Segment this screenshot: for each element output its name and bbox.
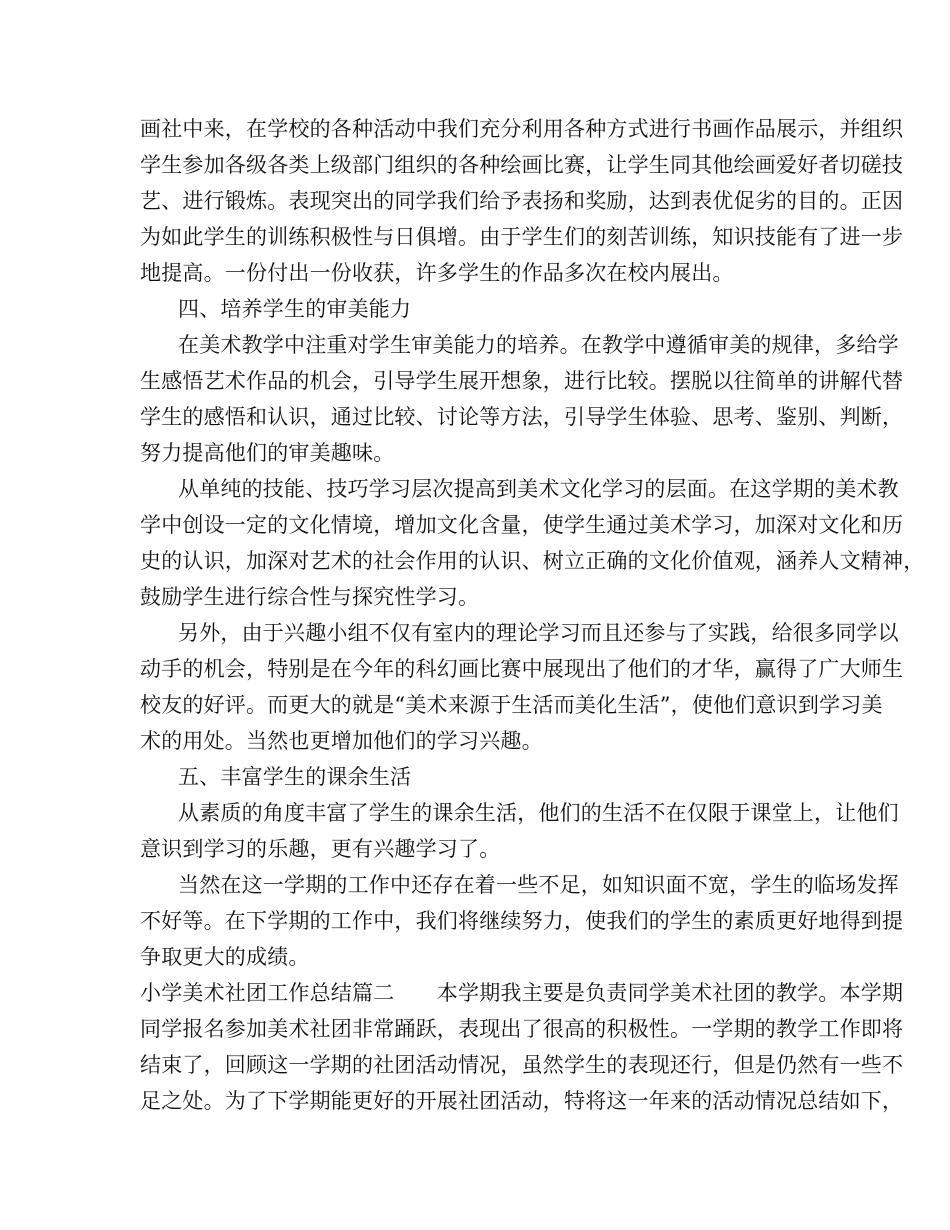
text-line: 鼓励学生进行综合性与探究性学习。 (140, 585, 480, 609)
text-line: 画社中来，在学校的各种活动中我们充分利用各种方式进行书画作品展示，并组织 (140, 117, 904, 141)
text-line: 同学报名参加美术社团非常踊跃，表现出了很高的积极性。一学期的教学工作即将 (140, 1017, 904, 1041)
text-line: 另外，由于兴趣小组不仅有室内的理论学习而且还参与了实践，给很多同学以 (178, 621, 899, 645)
text-line: 足之处。为了下学期能更好的开展社团活动，特将这一年来的活动情况总结如下， (140, 1089, 904, 1113)
text-line: 术的用处。当然也更增加他们的学习兴趣。 (140, 729, 543, 753)
text-line: 不好等。在下学期的工作中，我们将继续努力，使我们的学生的素质更好地得到提 (140, 909, 904, 933)
text-line: 学中创设一定的文化情境，增加文化含量，使学生通过美术学习，加深对文化和历 (140, 513, 904, 537)
text-line: 努力提高他们的审美趣味。 (140, 441, 395, 465)
text-line: 结束了，回顾这一学期的社团活动情况，虽然学生的表现还行，但是仍然有一些不 (140, 1053, 904, 1077)
text-line: 在美术教学中注重对学生审美能力的培养。在教学中遵循审美的规律，多给学 (178, 333, 899, 357)
text-line: 学生的感悟和认识，通过比较、讨论等方法，引导学生体验、思考、鉴别、判断， (140, 405, 904, 429)
text-line: 地提高。一份付出一份收获，许多学生的作品多次在校内展出。 (140, 261, 734, 285)
text-line: 动手的机会，特别是在今年的科幻画比赛中展现出了他们的才华，赢得了广大师生 (140, 657, 904, 681)
text-line: 艺、进行锻炼。表现突出的同学我们给予表扬和奖励，达到表优促劣的目的。正因 (140, 189, 904, 213)
text-line: 争取更大的成绩。 (140, 945, 310, 969)
text-line: 校友的好评。而更大的就是“美术来源于生活而美化生活”，使他们意识到学习美 (140, 693, 883, 717)
section-heading: 五、丰富学生的课余生活 (178, 765, 412, 789)
text-line: 史的认识，加深对艺术的社会作用的认识、树立正确的文化价值观，涵养人文精神， (140, 549, 925, 573)
section-heading: 四、培养学生的审美能力 (178, 297, 412, 321)
article-title-line: 小学美术社团工作总结篇二 本学期我主要是负责同学美术社团的教学。本学期 (140, 981, 904, 1005)
text-line: 当然在这一学期的工作中还存在着一些不足，如知识面不宽，学生的临场发挥 (178, 873, 899, 897)
text-line: 意识到学习的乐趣，更有兴趣学习了。 (140, 837, 501, 861)
text-line: 为如此学生的训练积极性与日俱增。由于学生们的刻苦训练，知识技能有了进一步 (140, 225, 904, 249)
text-line: 从素质的角度丰富了学生的课余生活，他们的生活不在仅限于课堂上，让他们 (178, 801, 899, 825)
text-line: 从单纯的技能、技巧学习层次提高到美术文化学习的层面。在这学期的美术教 (178, 477, 899, 501)
text-line: 生感悟艺术作品的机会，引导学生展开想象，进行比较。摆脱以往简单的讲解代替 (140, 369, 904, 393)
text-line: 学生参加各级各类上级部门组织的各种绘画比赛，让学生同其他绘画爱好者切磋技 (140, 153, 904, 177)
